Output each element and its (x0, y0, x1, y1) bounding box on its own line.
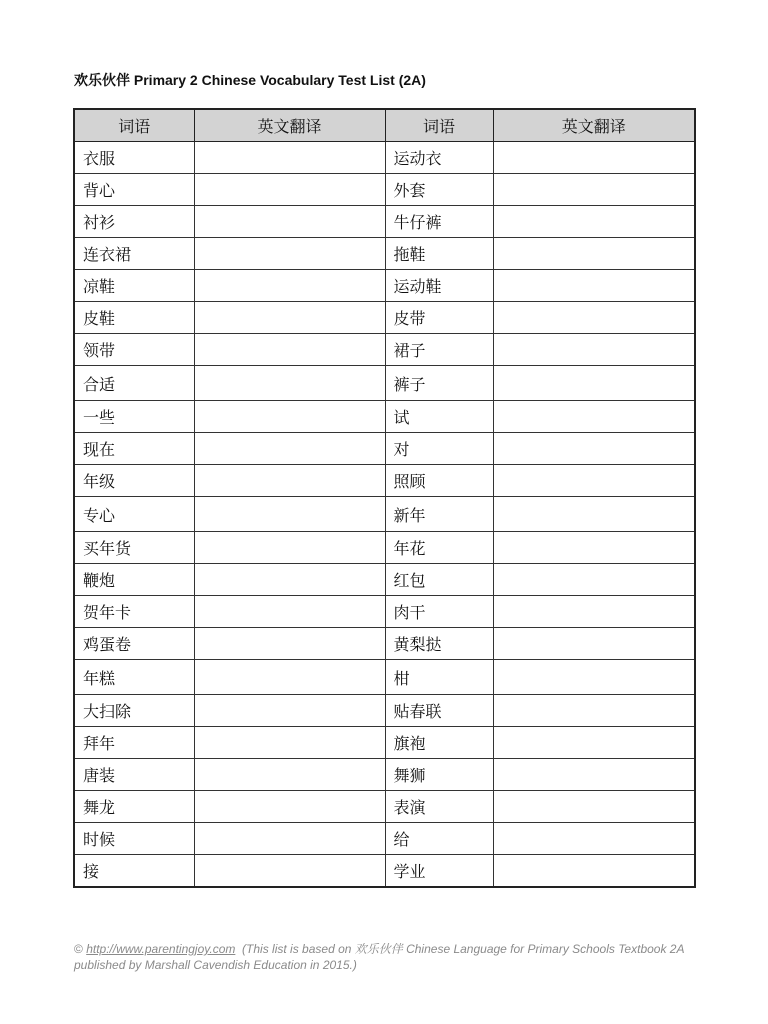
translation-blank-right[interactable] (493, 855, 695, 888)
translation-blank-right[interactable] (493, 596, 695, 628)
table-row (74, 596, 695, 628)
vocab-term-left: 专心 (74, 497, 194, 532)
footer-note (74, 941, 694, 973)
translation-blank-right[interactable] (493, 759, 695, 791)
translation-blank-left[interactable] (194, 596, 385, 628)
vocab-term-right: 对 (385, 433, 493, 465)
column-header-translation: 英文翻译 (194, 109, 385, 142)
vocab-term-right: 牛仔裤 (385, 206, 493, 238)
vocab-term-left: 贺年卡 (74, 596, 194, 628)
vocab-term-right: 旗袍 (385, 727, 493, 759)
translation-blank-left[interactable] (194, 660, 385, 695)
translation-blank-left[interactable] (194, 791, 385, 823)
vocab-term-left: 皮鞋 (74, 302, 194, 334)
translation-blank-left[interactable] (194, 855, 385, 888)
vocab-term-right: 皮带 (385, 302, 493, 334)
table-row (74, 433, 695, 465)
table-row (74, 727, 695, 759)
translation-blank-right[interactable] (493, 206, 695, 238)
translation-blank-left[interactable] (194, 433, 385, 465)
vocab-term-right: 舞狮 (385, 759, 493, 791)
vocab-term-right: 贴春联 (385, 695, 493, 727)
table-row (74, 823, 695, 855)
translation-blank-left[interactable] (194, 532, 385, 564)
vocab-term-left: 衣服 (74, 142, 194, 174)
translation-blank-right[interactable] (493, 465, 695, 497)
translation-blank-right[interactable] (493, 695, 695, 727)
vocab-term-left: 凉鞋 (74, 270, 194, 302)
translation-blank-right[interactable] (493, 628, 695, 660)
translation-blank-left[interactable] (194, 564, 385, 596)
table-row (74, 695, 695, 727)
vocab-term-right: 柑 (385, 660, 493, 695)
vocab-term-right: 裤子 (385, 366, 493, 401)
vocab-term-left: 唐装 (74, 759, 194, 791)
translation-blank-right[interactable] (493, 174, 695, 206)
column-header-term: 词语 (74, 109, 194, 142)
translation-blank-right[interactable] (493, 334, 695, 366)
header-row (74, 109, 695, 142)
translation-blank-left[interactable] (194, 270, 385, 302)
translation-blank-left[interactable] (194, 334, 385, 366)
translation-blank-left[interactable] (194, 695, 385, 727)
translation-blank-right[interactable] (493, 532, 695, 564)
vocab-term-right: 外套 (385, 174, 493, 206)
source-note: (This list is based on 欢乐伙伴 Chinese Language for Primary Schools Textbook 2A published by Marshall Cavendish Education in 2015.) (74, 942, 685, 972)
translation-blank-left[interactable] (194, 366, 385, 401)
vocab-term-right: 拖鞋 (385, 238, 493, 270)
vocab-term-left: 鞭炮 (74, 564, 194, 596)
table-row (74, 497, 695, 532)
vocab-term-left: 衬衫 (74, 206, 194, 238)
vocab-term-left: 大扫除 (74, 695, 194, 727)
table-row (74, 465, 695, 497)
translation-blank-right[interactable] (493, 497, 695, 532)
table-row (74, 142, 695, 174)
table-row (74, 628, 695, 660)
translation-blank-right[interactable] (493, 660, 695, 695)
vocab-term-right: 黄梨挞 (385, 628, 493, 660)
table-row (74, 238, 695, 270)
translation-blank-left[interactable] (194, 759, 385, 791)
vocab-term-left: 拜年 (74, 727, 194, 759)
vocab-term-left: 时候 (74, 823, 194, 855)
translation-blank-right[interactable] (493, 302, 695, 334)
vocabulary-table (73, 108, 696, 888)
table-row (74, 855, 695, 888)
table-row (74, 791, 695, 823)
vocab-term-right: 年花 (385, 532, 493, 564)
vocab-term-left: 买年货 (74, 532, 194, 564)
translation-blank-left[interactable] (194, 628, 385, 660)
translation-blank-right[interactable] (493, 727, 695, 759)
vocab-term-left: 年糕 (74, 660, 194, 695)
translation-blank-left[interactable] (194, 302, 385, 334)
vocab-term-left: 鸡蛋卷 (74, 628, 194, 660)
vocab-term-right: 照顾 (385, 465, 493, 497)
table-row (74, 660, 695, 695)
table-row (74, 366, 695, 401)
table-row (74, 206, 695, 238)
translation-blank-left[interactable] (194, 727, 385, 759)
translation-blank-right[interactable] (493, 270, 695, 302)
translation-blank-left[interactable] (194, 238, 385, 270)
table-row (74, 302, 695, 334)
translation-blank-left[interactable] (194, 497, 385, 532)
vocab-term-right: 运动衣 (385, 142, 493, 174)
vocab-term-left: 连衣裙 (74, 238, 194, 270)
vocab-term-right: 红包 (385, 564, 493, 596)
translation-blank-left[interactable] (194, 174, 385, 206)
vocab-term-left: 一些 (74, 401, 194, 433)
translation-blank-right[interactable] (493, 238, 695, 270)
table-row (74, 270, 695, 302)
vocab-term-left: 接 (74, 855, 194, 888)
translation-blank-left[interactable] (194, 142, 385, 174)
translation-blank-right[interactable] (493, 366, 695, 401)
translation-blank-right[interactable] (493, 823, 695, 855)
table-row (74, 174, 695, 206)
vocab-term-right: 新年 (385, 497, 493, 532)
column-header-translation: 英文翻译 (493, 109, 695, 142)
vocab-term-right: 裙子 (385, 334, 493, 366)
vocab-term-right: 给 (385, 823, 493, 855)
table-row (74, 532, 695, 564)
vocab-term-right: 学业 (385, 855, 493, 888)
table-row (74, 334, 695, 366)
vocab-term-right: 试 (385, 401, 493, 433)
vocab-term-left: 背心 (74, 174, 194, 206)
translation-blank-left[interactable] (194, 465, 385, 497)
translation-blank-right[interactable] (493, 142, 695, 174)
table-row (74, 401, 695, 433)
translation-blank-right[interactable] (493, 401, 695, 433)
website-link[interactable]: http://www.parentingjoy.com (86, 942, 236, 956)
vocab-term-left: 领带 (74, 334, 194, 366)
vocab-term-left: 合适 (74, 366, 194, 401)
column-header-term: 词语 (385, 109, 493, 142)
page-title: 欢乐伙伴 Primary 2 Chinese Vocabulary Test List (2A) (74, 72, 426, 88)
copyright-symbol: © (74, 942, 83, 956)
vocab-term-left: 舞龙 (74, 791, 194, 823)
vocab-term-right: 表演 (385, 791, 493, 823)
translation-blank-left[interactable] (194, 401, 385, 433)
translation-blank-right[interactable] (493, 564, 695, 596)
translation-blank-left[interactable] (194, 206, 385, 238)
table-row (74, 759, 695, 791)
vocab-term-right: 运动鞋 (385, 270, 493, 302)
vocab-term-left: 现在 (74, 433, 194, 465)
table-row (74, 564, 695, 596)
translation-blank-right[interactable] (493, 433, 695, 465)
vocab-term-left: 年级 (74, 465, 194, 497)
translation-blank-right[interactable] (493, 791, 695, 823)
vocab-term-right: 肉干 (385, 596, 493, 628)
translation-blank-left[interactable] (194, 823, 385, 855)
